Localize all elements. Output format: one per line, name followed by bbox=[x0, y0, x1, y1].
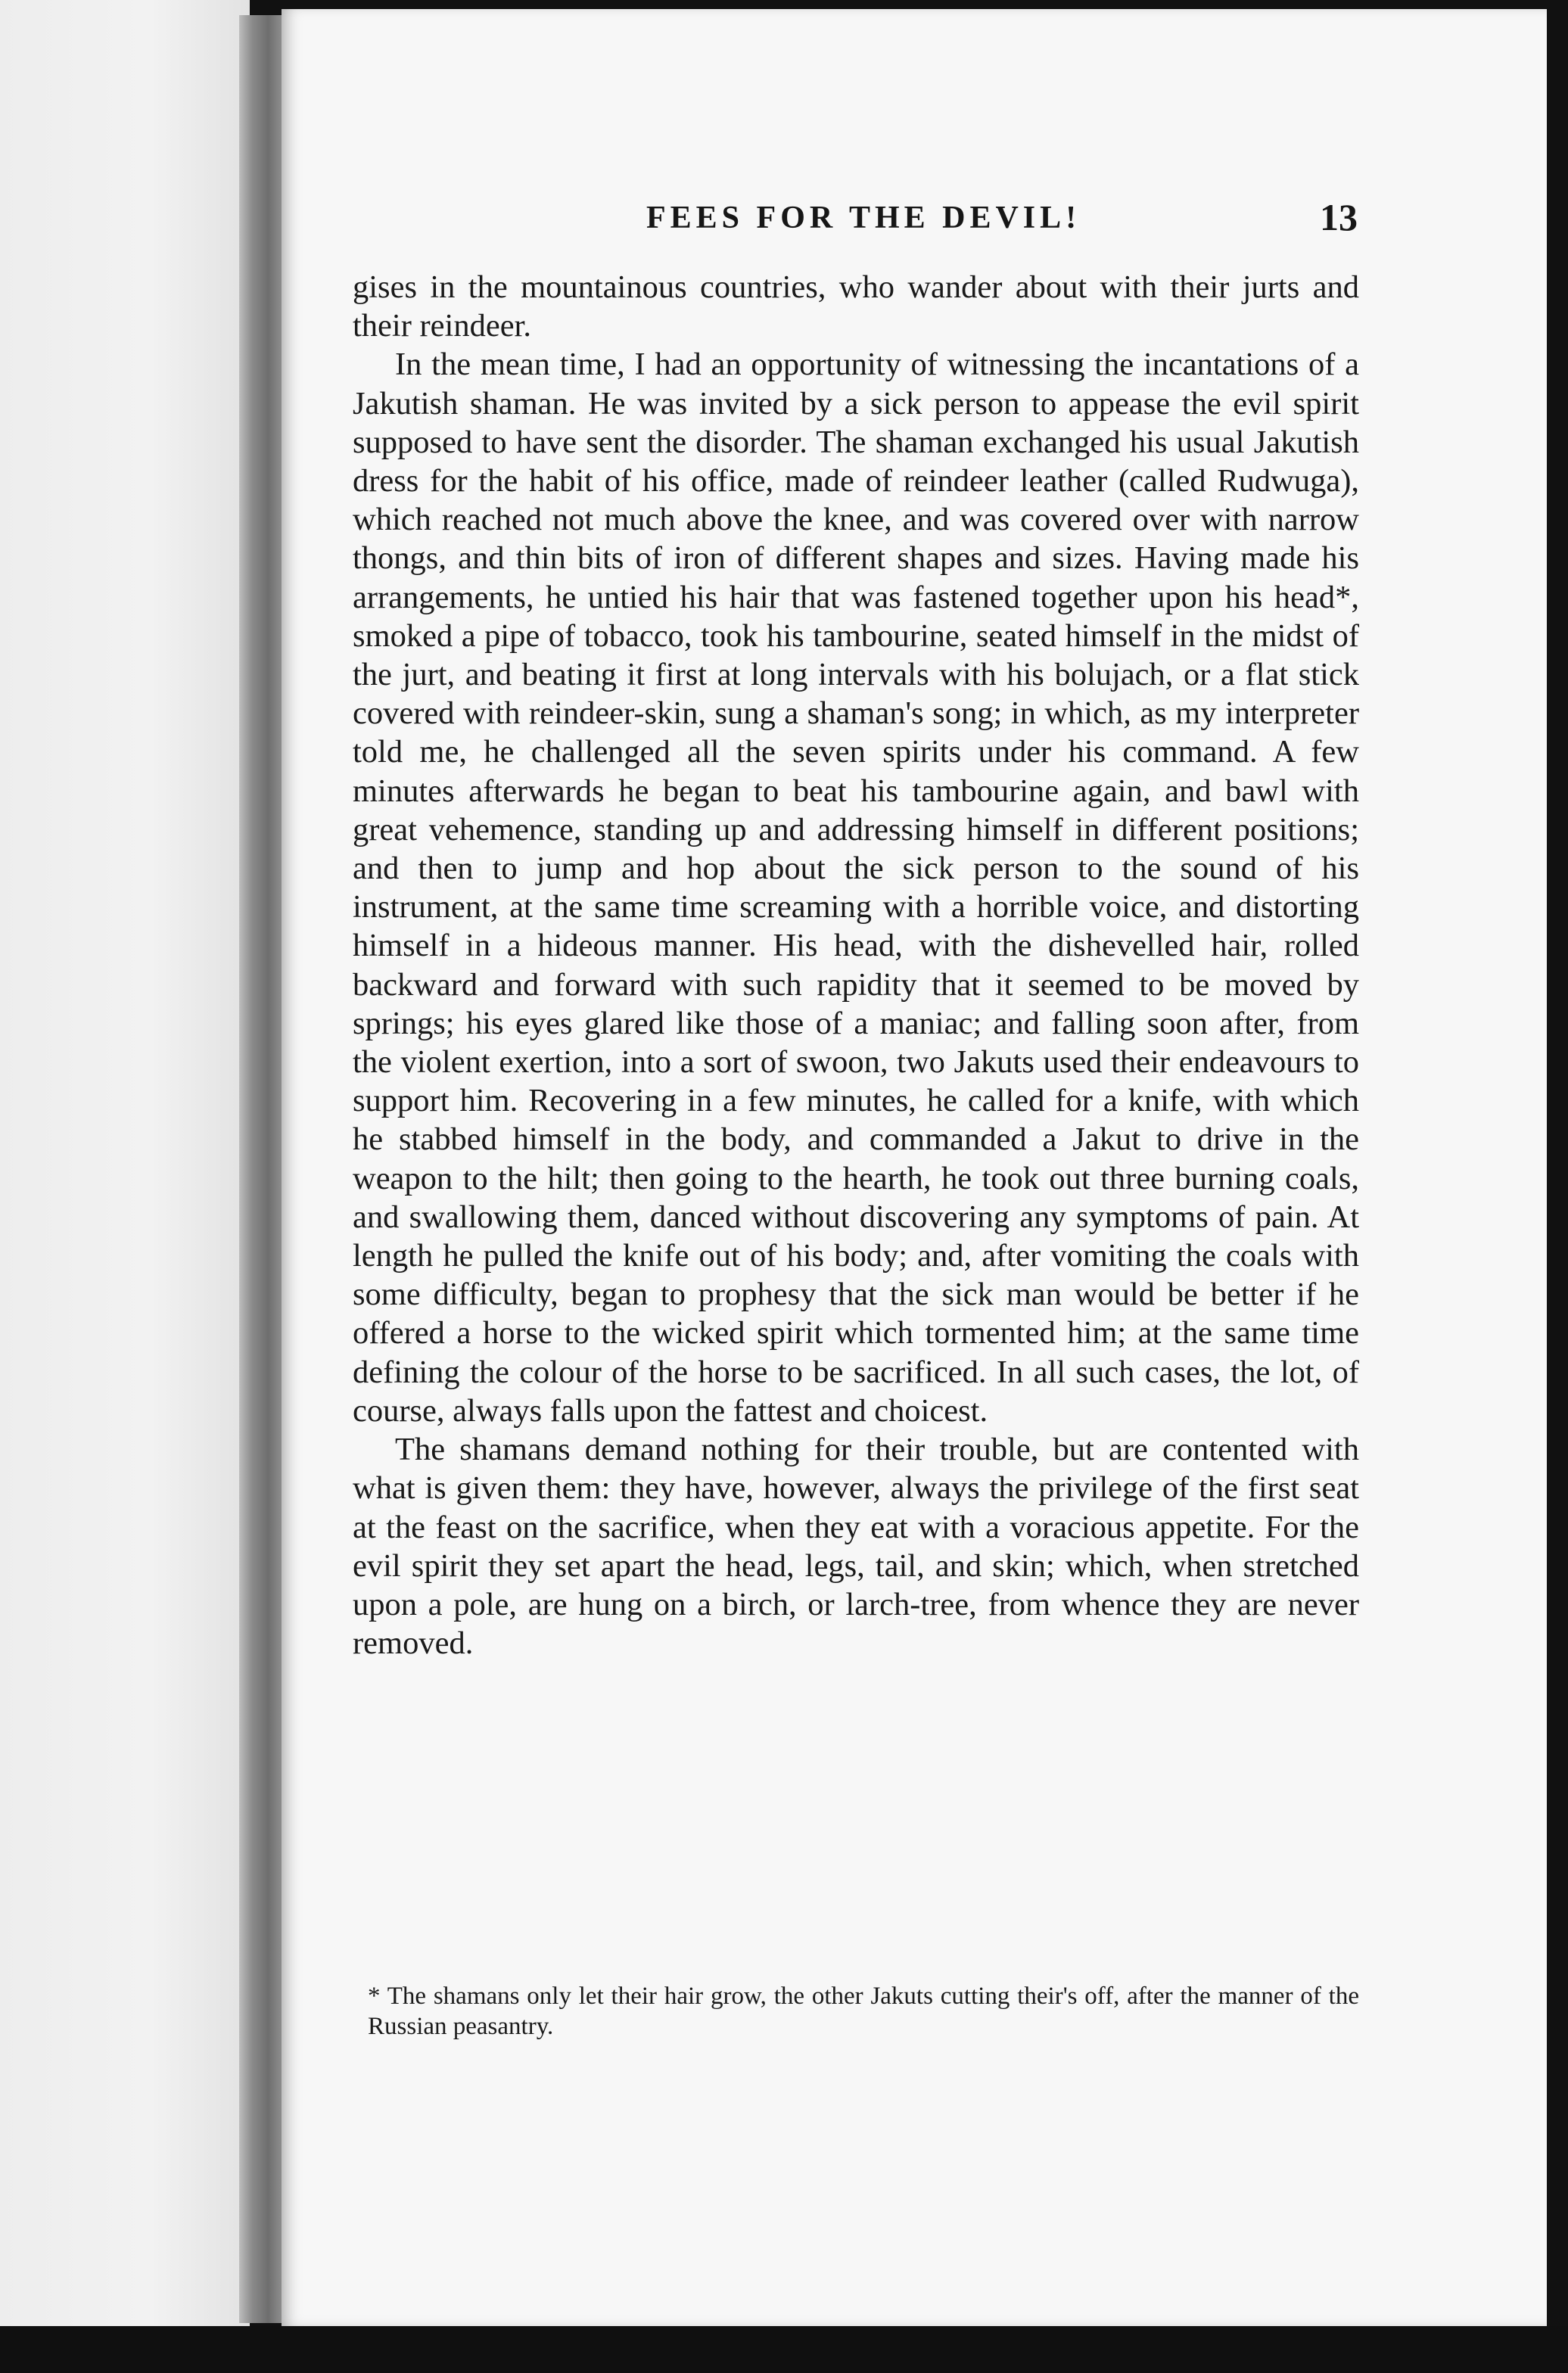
page-number: 13 bbox=[1320, 196, 1358, 238]
scan-border bbox=[0, 2326, 1568, 2373]
footnote bbox=[368, 1981, 1359, 2042]
running-title: FEES FOR THE DEVIL! bbox=[646, 201, 1081, 235]
paragraph: In the mean time, I had an opportunity of witnessing the incantations of a Jakutish shaman. He was invited by a sick person to appease the evil spirit supposed to have sent the disorder. The shaman exchanged his usual Jakutish dress for the habit of his office, made of reindeer leather (called Rudwuga), which reached not much above the knee, and was covered over with narrow thongs, and thin bits of iron of different shapes and sizes. Having made his arrangements, he untied his hair that was fastened together upon his head*, smoked a pipe of tobacco, took his tambourine, seated himself in the midst of the jurt, and beating it first at long intervals with his bolujach, or a flat stick covered with reindeer-skin, sung a shaman's song; in which, as my interpreter told me, he challenged all the seven spirits under his command. A few minutes afterwards he began to beat his tambourine again, and bawl with great vehemence, standing up and addressing himself in different positions; and then to jump and hop about the sick person to the sound of his instrument, at the same time screaming with a horrible voice, and distorting himself in a hideous manner. His head, with the dishevelled hair, rolled backward and forward with such rapidity that it seemed to be moved by springs; his eyes glared like those of a maniac; and falling soon after, from the violent exertion, into a sort of swoon, two Jakuts used their endeavours to support him. Recovering in a few minutes, he called for a knife, with which he stabbed himself in the body, and commanded a Jakut to drive in the weapon to the hilt; then going to the hearth, he took out three burning coals, and swallowing them, danced without discovering any symptoms of pain. At length he pulled the knife out of his body; and, after vomiting the coals with some difficulty, began to prophesy that the sick man would be better if he offered a horse to the wicked spirit which tormented him; at the same time defining the colour of the horse to be sacrificed. In all such cases, the lot, of course, always falls upon the fattest and choicest. bbox=[353, 347, 1359, 1429]
paragraph: gises in the mountainous countries, who wander about with their jurts and their reindeer. bbox=[353, 269, 1359, 344]
body-text bbox=[353, 268, 1359, 1662]
left-page-edge bbox=[0, 0, 250, 2338]
paragraph: The shamans demand nothing for their trouble, but are contented with what is given them: they have, however, always the privilege of the first seat at the feast on the sacrifice, when they eat with a voracious appetite. For the evil spirit they set apart the head, legs, tail, and skin; which, when stretched upon a pole, are hung on a birch, or larch-tree, from whence they are never removed. bbox=[353, 1432, 1359, 1662]
footnote-text: * The shamans only let their hair grow, the other Jakuts cutting their's off, after the manner of the Russian peasantry. bbox=[368, 1983, 1359, 2040]
page-header bbox=[351, 196, 1358, 245]
